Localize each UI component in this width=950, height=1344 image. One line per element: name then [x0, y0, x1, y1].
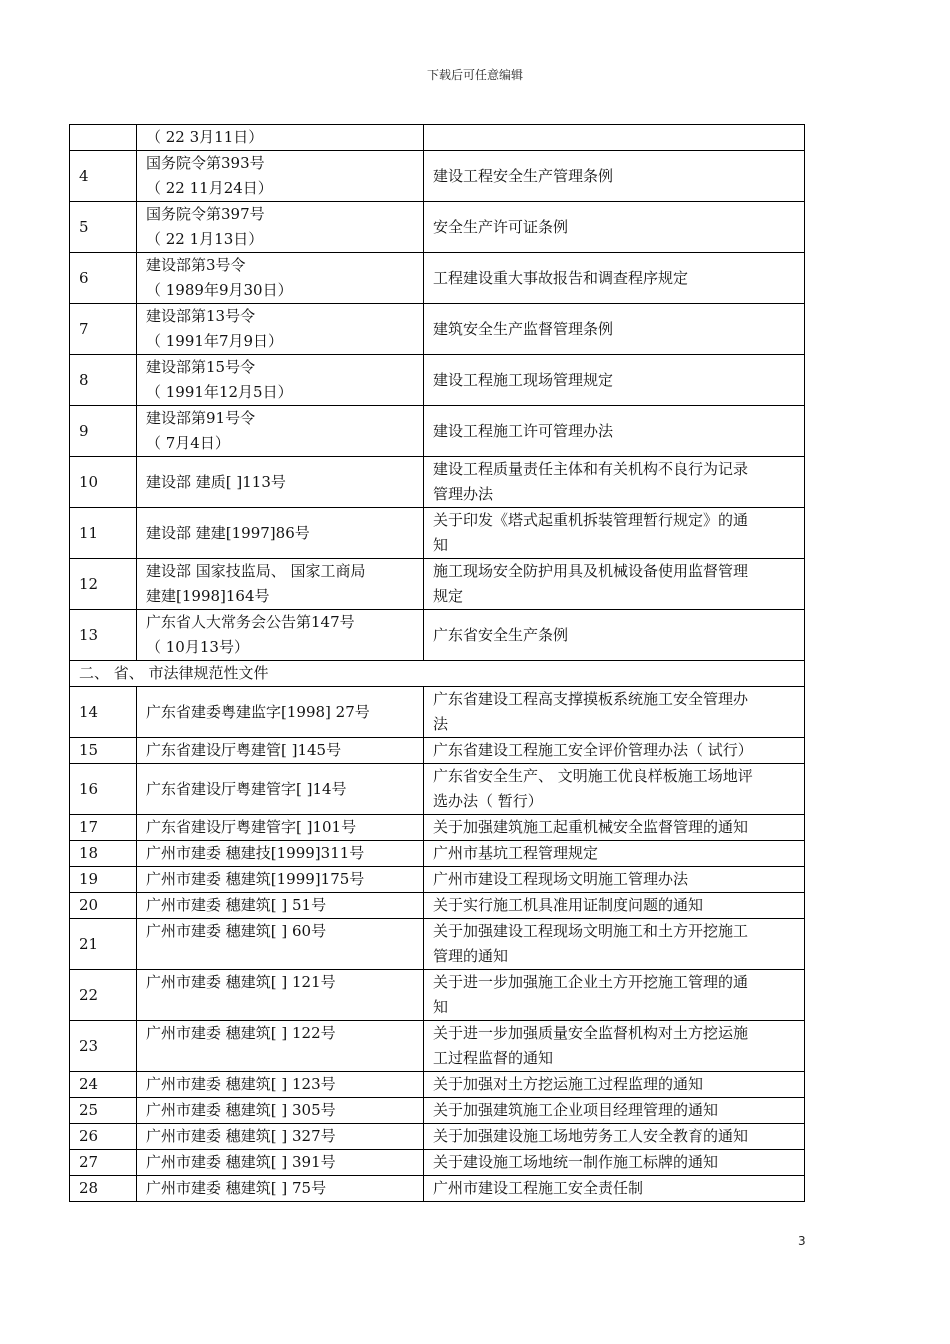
- issuer-line: 广州市建委 穗建筑[ ] 122号: [146, 1024, 336, 1042]
- document-title-line: 关于加强建设施工场地劳务工人安全教育的通知: [433, 1127, 749, 1145]
- document-title-line: 法: [433, 715, 449, 733]
- row-number: 16: [70, 764, 137, 815]
- issuer-cell: [137, 738, 424, 764]
- table-row: [70, 406, 805, 457]
- issuer-cell: [137, 893, 424, 919]
- issuer-line: 广东省建设厅粤建管字[ ]14号: [146, 779, 347, 798]
- issuer-cell: [137, 457, 424, 508]
- issuer-line: [146, 1046, 414, 1071]
- issuer-cell: [137, 151, 424, 202]
- issuer-cell: [137, 764, 424, 815]
- document-title-line: 广州市基坑工程管理规定: [433, 844, 599, 862]
- document-title-line: 广东省建设工程施工安全评价管理办法（ 试行）: [433, 741, 753, 759]
- document-title-line: 管理的通知: [433, 947, 509, 965]
- issuer-line: 广州市建委 穗建筑[ ] 60号: [146, 922, 327, 940]
- table-row: [70, 970, 805, 1021]
- document-title-cell: [424, 970, 805, 1021]
- issuer-cell: [137, 1150, 424, 1176]
- issuer-line: （ 1991年7月9日）: [146, 332, 284, 350]
- table-row: [70, 202, 805, 253]
- document-title-cell: [424, 610, 805, 661]
- document-title-line: 关于加强建设工程现场文明施工和土方开挖施工: [433, 922, 749, 940]
- document-title-cell: [424, 841, 805, 867]
- document-title-line: 管理办法: [433, 485, 494, 503]
- document-title-line: 工过程监督的通知: [433, 1049, 554, 1067]
- table-row: [70, 125, 805, 151]
- row-number: 28: [70, 1176, 137, 1202]
- document-title-line: 知: [433, 998, 449, 1016]
- row-number: 17: [70, 815, 137, 841]
- table-row: [70, 559, 805, 610]
- issuer-line: 建设部第15号令: [146, 358, 256, 376]
- document-title-line: 施工现场安全防护用具及机械设备使用监督管理: [433, 562, 749, 580]
- row-number: 7: [70, 304, 137, 355]
- table-row: [70, 151, 805, 202]
- table-row: [70, 253, 805, 304]
- issuer-cell: [137, 1098, 424, 1124]
- row-number: 20: [70, 893, 137, 919]
- document-title-line: 建设工程质量责任主体和有关机构不良行为记录: [433, 460, 749, 478]
- table-row: [70, 841, 805, 867]
- document-title-line: 关于加强对土方挖运施工过程监理的通知: [433, 1075, 704, 1093]
- issuer-line: 国务院令第397号: [146, 205, 265, 223]
- document-title-line: 选办法（ 暂行）: [433, 792, 543, 810]
- row-number: 22: [70, 970, 137, 1021]
- row-number: 14: [70, 687, 137, 738]
- issuer-line: [146, 944, 414, 969]
- row-number: 11: [70, 508, 137, 559]
- table-row: [70, 738, 805, 764]
- document-title-cell: [424, 1021, 805, 1072]
- document-title-cell: [424, 867, 805, 893]
- row-number: 15: [70, 738, 137, 764]
- document-title-line: 广州市建设工程施工安全责任制: [433, 1179, 644, 1197]
- document-title-line: 关于建设施工场地统一制作施工标牌的通知: [433, 1153, 719, 1171]
- issuer-line: 建设部第91号令: [146, 409, 256, 427]
- document-title-cell: [424, 355, 805, 406]
- document-title-cell: [424, 559, 805, 610]
- issuer-line: 广州市建委 穗建技[1999]311号: [146, 844, 365, 862]
- section-row: [70, 661, 805, 687]
- issuer-line: 建设部 国家技监局、 国家工商局: [146, 562, 366, 580]
- table-row: [70, 764, 805, 815]
- document-title-line: 建设工程施工现场管理规定: [433, 370, 614, 389]
- document-title-cell: [424, 1098, 805, 1124]
- table-row: [70, 304, 805, 355]
- document-title-line: 关于进一步加强施工企业土方开挖施工管理的通: [433, 973, 749, 991]
- issuer-line: 广州市建委 穗建筑[1999]175号: [146, 870, 365, 888]
- document-title-cell: [424, 125, 805, 151]
- document-title-cell: [424, 738, 805, 764]
- issuer-line: 广州市建委 穗建筑[ ] 123号: [146, 1075, 336, 1093]
- issuer-line: 广州市建委 穗建筑[ ] 327号: [146, 1127, 336, 1145]
- row-number: [70, 125, 137, 151]
- document-title-line: 关于加强建筑施工企业项目经理管理的通知: [433, 1101, 719, 1119]
- issuer-line: （ 10月13号）: [146, 638, 249, 656]
- issuer-line: 广东省建设厅粤建管字[ ]101号: [146, 818, 357, 836]
- issuer-line: 广州市建委 穗建筑[ ] 51号: [146, 896, 327, 914]
- issuer-line: 建设部 建质[ ]113号: [146, 472, 286, 491]
- issuer-line: 广东省建设厅粤建管[ ]145号: [146, 741, 342, 759]
- issuer-cell: [137, 867, 424, 893]
- document-title-line: 建筑安全生产监督管理条例: [433, 319, 614, 338]
- table-row: [70, 1150, 805, 1176]
- issuer-cell: [137, 355, 424, 406]
- document-title-line: 关于印发《塔式起重机拆装管理暂行规定》的通: [433, 511, 749, 529]
- row-number: 24: [70, 1072, 137, 1098]
- row-number: 21: [70, 919, 137, 970]
- issuer-cell: [137, 1176, 424, 1202]
- document-title-line: 安全生产许可证条例: [433, 217, 569, 236]
- issuer-cell: [137, 687, 424, 738]
- section-heading: 二、 省、 市法律规范性文件: [70, 661, 805, 687]
- row-number: 8: [70, 355, 137, 406]
- table-row: [70, 815, 805, 841]
- issuer-line: 建设部 建建[1997]86号: [146, 523, 310, 542]
- document-title-cell: [424, 1176, 805, 1202]
- issuer-line: （ 22 1月13日）: [146, 230, 264, 248]
- row-number: 6: [70, 253, 137, 304]
- issuer-cell: [137, 919, 424, 970]
- issuer-cell: [137, 1124, 424, 1150]
- issuer-cell: [137, 202, 424, 253]
- issuer-line: （ 22 11月24日）: [146, 179, 273, 197]
- document-title-cell: [424, 893, 805, 919]
- row-number: 10: [70, 457, 137, 508]
- page-number: 3: [798, 1234, 806, 1248]
- issuer-line: （ 1991年12月5日）: [146, 383, 293, 401]
- issuer-line: 建设部第13号令: [146, 307, 256, 325]
- document-title-line: 广东省建设工程高支撑摸板系统施工安全管理办: [433, 690, 749, 708]
- document-title-line: [433, 125, 795, 150]
- document-title-cell: [424, 919, 805, 970]
- issuer-cell: [137, 559, 424, 610]
- table-row: [70, 1098, 805, 1124]
- document-title-line: 建设工程安全生产管理条例: [433, 166, 614, 185]
- document-title-cell: [424, 304, 805, 355]
- table-row: [70, 457, 805, 508]
- issuer-line: （ 22 3月11日）: [146, 128, 264, 146]
- document-title-line: 关于进一步加强质量安全监督机构对土方挖运施: [433, 1024, 749, 1042]
- issuer-cell: [137, 815, 424, 841]
- document-title-cell: [424, 1124, 805, 1150]
- issuer-cell: [137, 1072, 424, 1098]
- document-title-cell: [424, 457, 805, 508]
- issuer-line: 建建[1998]164号: [146, 587, 270, 605]
- document-title-cell: [424, 1150, 805, 1176]
- document-title-cell: [424, 1072, 805, 1098]
- issuer-cell: [137, 1021, 424, 1072]
- row-number: 23: [70, 1021, 137, 1072]
- table-row: [70, 1124, 805, 1150]
- table-row: [70, 919, 805, 970]
- row-number: 5: [70, 202, 137, 253]
- issuer-cell: [137, 406, 424, 457]
- document-title-cell: [424, 815, 805, 841]
- row-number: 18: [70, 841, 137, 867]
- table-row: [70, 355, 805, 406]
- row-number: 9: [70, 406, 137, 457]
- issuer-cell: [137, 304, 424, 355]
- table-row: [70, 687, 805, 738]
- row-number: 19: [70, 867, 137, 893]
- row-number: 27: [70, 1150, 137, 1176]
- table-row: [70, 610, 805, 661]
- table-row: [70, 1072, 805, 1098]
- issuer-line: 广东省建委粤建监字[1998] 27号: [146, 702, 370, 721]
- issuer-line: [146, 995, 414, 1020]
- row-number: 26: [70, 1124, 137, 1150]
- document-title-cell: [424, 253, 805, 304]
- document-title-cell: [424, 406, 805, 457]
- issuer-cell: [137, 508, 424, 559]
- page-header: 下载后可任意编辑: [426, 68, 523, 82]
- issuer-cell: [137, 253, 424, 304]
- issuer-cell: [137, 970, 424, 1021]
- document-title-line: 关于加强建筑施工起重机械安全监督管理的通知: [433, 818, 749, 836]
- table-row: [70, 893, 805, 919]
- row-number: 25: [70, 1098, 137, 1124]
- document-title-line: 建设工程施工许可管理办法: [433, 421, 614, 440]
- issuer-line: 广州市建委 穗建筑[ ] 391号: [146, 1153, 336, 1171]
- document-title-line: 关于实行施工机具准用证制度问题的通知: [433, 896, 704, 914]
- row-number: 13: [70, 610, 137, 661]
- issuer-line: 广州市建委 穗建筑[ ] 75号: [146, 1179, 327, 1197]
- document-title-line: 知: [433, 536, 449, 554]
- document-title-cell: [424, 151, 805, 202]
- document-title-cell: [424, 508, 805, 559]
- document-title-line: 广东省安全生产条例: [433, 625, 569, 644]
- issuer-line: 广州市建委 穗建筑[ ] 121号: [146, 973, 336, 991]
- document-title-line: 广州市建设工程现场文明施工管理办法: [433, 870, 689, 888]
- row-number: 4: [70, 151, 137, 202]
- document-title-line: 规定: [433, 587, 464, 605]
- table-row: [70, 1176, 805, 1202]
- issuer-cell: [137, 841, 424, 867]
- table-row: [70, 1021, 805, 1072]
- table-row: [70, 508, 805, 559]
- issuer-line: （ 1989年9月30日）: [146, 281, 293, 299]
- issuer-line: 国务院令第393号: [146, 154, 265, 172]
- issuer-line: 广东省人大常务会公告第147号: [146, 613, 355, 631]
- document-title-cell: [424, 202, 805, 253]
- row-number: 12: [70, 559, 137, 610]
- issuer-line: （ 7月4日）: [146, 434, 230, 452]
- document-title-line: 工程建设重大事故报告和调查程序规定: [433, 268, 689, 287]
- issuer-line: 广州市建委 穗建筑[ ] 305号: [146, 1101, 336, 1119]
- document-title-line: 广东省安全生产、 文明施工优良样板施工场地评: [433, 767, 753, 785]
- issuer-line: 建设部第3号令: [146, 256, 246, 274]
- issuer-cell: [137, 610, 424, 661]
- document-title-cell: [424, 764, 805, 815]
- issuer-cell: [137, 125, 424, 151]
- table-row: [70, 867, 805, 893]
- regulations-table: [69, 124, 805, 1202]
- document-title-cell: [424, 687, 805, 738]
